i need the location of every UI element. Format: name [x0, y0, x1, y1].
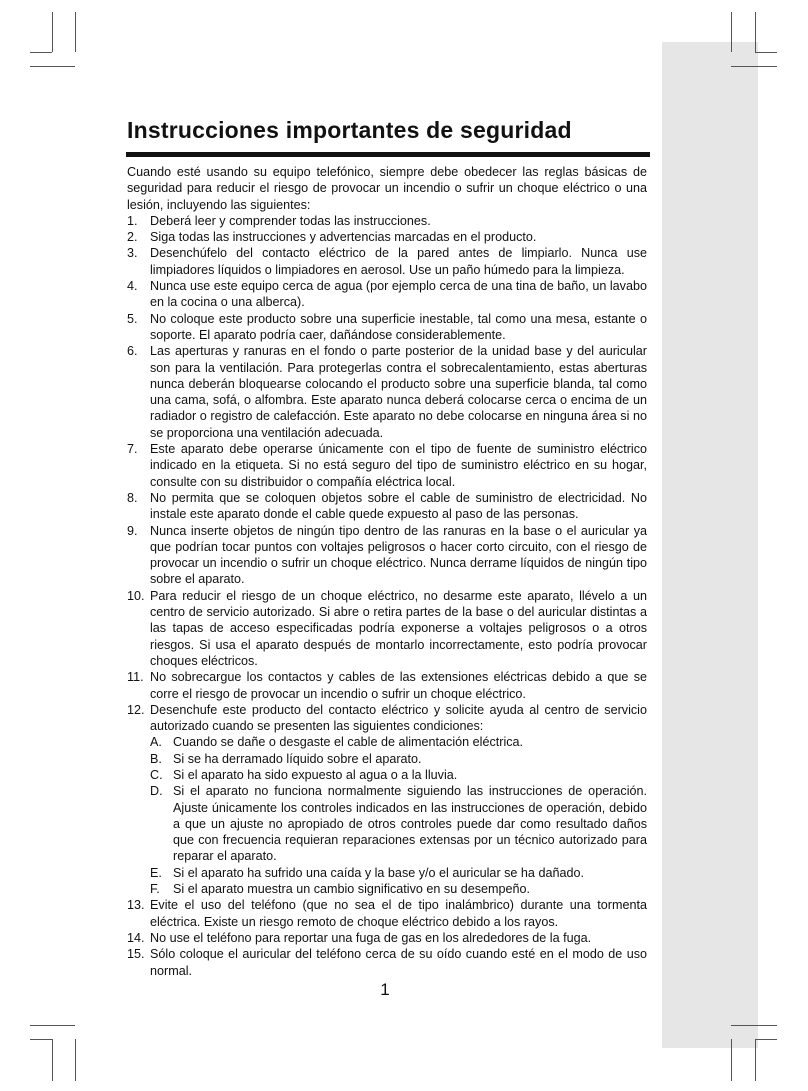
- side-tab: [662, 42, 758, 1048]
- list-item: 13. Evite el uso del teléfono (que no sea el de tipo inalámbrico) durante una tormenta eléctrica. Existe un riesgo remoto de choque eléctrico debido a los rayos.: [127, 898, 647, 929]
- list-item: 11. No sobrecargue los contactos y cables de las extensiones eléctricas debido a que se corre el riesgo de provocar un incendio o sufrir un choque eléctrico.: [127, 670, 647, 701]
- list-item: 5. No coloque este producto sobre una superficie inestable, tal como una mesa, estante o soporte. El aparato podría caer, dañándose considerablemente.: [127, 311, 647, 342]
- sublist-item: E. Si el aparato ha sufrido una caída y la base y/o el auricular se ha dañado.: [150, 865, 584, 880]
- safety-instructions: [127, 164, 647, 979]
- page-number: 1: [380, 980, 390, 999]
- list-item: 14. No use el teléfono para reportar una fuga de gas en los alrededores de la fuga.: [127, 930, 592, 945]
- list-item: 7. Este aparato debe operarse únicamente con el tipo de fuente de suministro eléctrico indicado en la etiqueta. Si no está seguro del tipo de suministro eléctrico en su hogar, consulte con su distribuidor o compañía eléctrica local.: [127, 442, 647, 489]
- list-item: 6. Las aperturas y ranuras en el fondo o parte posterior de la unidad base y del auricular son para la ventilación. Para protegerlas contra el sobrecalentamiento, estas aberturas nunca deberán bloquearse colocando el producto sobre una superficie blanda, tal como una cama, sofá, o alfombra. Este aparato nunca deberá colocarse cerca o encima de un radiador o registro de calefacción. Este aparato no debe colocarse en ninguna área si no se proporciona una ventilación adecuada.: [127, 344, 647, 440]
- list-item: 1. Deberá leer y comprender todas las instrucciones.: [127, 213, 431, 228]
- sublist-item: B. Si se ha derramado líquido sobre el aparato.: [150, 751, 422, 766]
- list-item: 10. Para reducir el riesgo de un choque eléctrico, no desarme este aparato, llévelo a un centro de servicio autorizado. Si abre o retira partes de la base o del auricular distintas a las tapas de acceso especificadas podría exponerse a voltajes peligrosos o a otros riesgos. Si usa el aparato después de montarlo incorrectamente, esto podría provocar choques eléctricos.: [127, 588, 647, 668]
- instruction-list: [127, 213, 647, 979]
- list-item: 2. Siga todas las instrucciones y advertencias marcadas en el producto.: [127, 230, 537, 245]
- sublist-item: F. Si el aparato muestra un cambio significativo en su desempeño.: [150, 882, 531, 897]
- sublist-item: C. Si el aparato ha sido expuesto al agua o a la lluvia.: [150, 767, 458, 782]
- list-item: 9. Nunca inserte objetos de ningún tipo dentro de las ranuras en la base o el auricular ya que podrían tocar puntos con voltajes peligrosos o hacer corto circuito, con el riesgo de provocar un incendio o sufrir un choque eléctrico. Nunca derrame líquidos de ningún tipo sobre el aparato.: [127, 523, 647, 587]
- list-item: 8. No permita que se coloquen objetos sobre el cable de suministro de electricidad. No instale este aparato donde el cable quede expuesto al paso de las personas.: [127, 490, 647, 522]
- list-item: 15. Sólo coloque el auricular del teléfono cerca de su oído cuando esté en el modo de uso normal.: [127, 947, 647, 978]
- list-item: 12. Desenchufe este producto del contacto eléctrico y solicite ayuda al centro de servicio autorizado cuando se presenten las siguientes condiciones: A. Cuando se dañe o desgaste el cable de alimentación eléctrica. B. Si se ha derramado líquido sobre el aparato. C. Si el aparato ha sido expuesto al agua o a la lluvia. D. Si el aparato no funciona normalmente siguiendo las instrucciones de operación. Ajuste únicamente los controles indicados en las instrucciones de operación, debido a que un ajuste no apropiado de otros controles puede dar como resultado daños que con frecuencia requieran reparaciones extensas por un técnico autorizado para reparar el aparato. E. Si el aparato ha sufrido una caída y la base y/o el auricular se ha dañado. F. Si el aparato muestra un cambio significativo en su desempeño.: [127, 702, 647, 897]
- intro-paragraph: Cuando esté usando su equipo telefónico, siempre debe obedecer las reglas básicas de seguridad para reducir el riesgo de provocar un incendio o sufrir un choque eléctrico o una lesión, incluyendo las siguientes:: [127, 165, 647, 212]
- page-title: Instrucciones importantes de seguridad: [127, 117, 572, 143]
- title-rule: [126, 152, 650, 157]
- condition-sublist: [150, 734, 647, 897]
- sublist-item: A. Cuando se dañe o desgaste el cable de alimentación eléctrica.: [150, 735, 524, 750]
- sublist-item: D. Si el aparato no funciona normalmente siguiendo las instrucciones de operación. Ajuste únicamente los controles indicados en las instrucciones de operación, debido a que un ajuste no apropiado de otros controles puede dar como resultado daños que con frecuencia requieran reparaciones extensas por un técnico autorizado para reparar el aparato.: [150, 784, 647, 864]
- list-item: 4. Nunca use este equipo cerca de agua (por ejemplo cerca de una tina de baño, un lavabo en la cocina o una alberca).: [127, 279, 647, 310]
- list-item: 3. Desenchúfelo del contacto eléctrico de la pared antes de limpiarlo. Nunca use limpiadores líquidos o limpiadores en aerosol. Use un paño húmedo para la limpieza.: [127, 246, 647, 277]
